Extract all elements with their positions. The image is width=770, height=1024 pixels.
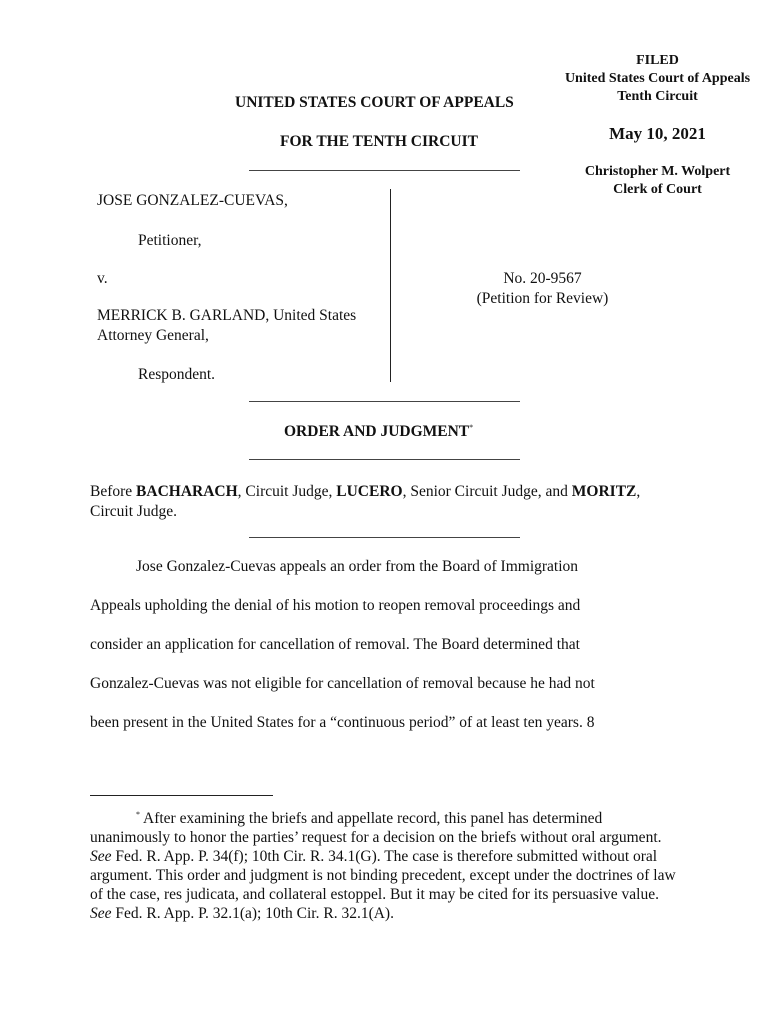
filed-date: May 10, 2021 [609,124,706,143]
respondent-line2: Attorney General, [97,327,209,344]
respondent-role: Respondent. [138,366,216,383]
title-divider [249,459,520,460]
caption-bottom-divider [249,401,520,402]
petitioner-role: Petitioner, [138,232,202,249]
clerk-block [550,163,765,199]
header-divider [249,170,520,171]
judge-1: BACHARACH [136,483,238,500]
order-title [284,423,473,441]
before-text: Before [90,483,137,500]
footnote-see-2: See [90,905,112,923]
footnote-rule [90,795,273,796]
judge-2: LUCERO [336,483,403,500]
judge-3-title: , [636,483,641,500]
judge-1-title: , Circuit Judge, [237,483,337,500]
footnote-text-1: After examining the briefs and appellate record, this panel has determined unanimously to honor the parties’ request for a decision on the briefs without oral argument. [90,810,662,847]
case-number: No. 20-9567 [503,270,582,287]
body-line: been present in the United States for a “continuous period” of at least ten years. 8 [90,714,595,731]
panel-line [90,482,690,522]
court-name: UNITED STATES COURT OF APPEALS [235,94,514,111]
caption-divider [390,189,391,382]
filed-stamp [550,52,765,106]
order-title-text: ORDER AND JUDGMENT [284,423,470,441]
case-type: (Petition for Review) [476,290,609,307]
circuit-name: FOR THE TENTH CIRCUIT [280,133,478,150]
panel-divider [249,537,520,538]
filed-circuit: Tenth Circuit [617,89,698,104]
panel-line-2: Circuit Judge. [90,503,177,520]
filed-court: United States Court of Appeals [564,71,751,86]
clerk-name: Christopher M. Wolpert [584,164,731,179]
body-line: Appeals upholding the denial of his motion to reopen removal proceedings and [90,597,581,614]
case-number-block [470,269,615,309]
clerk-title: Clerk of Court [613,182,702,197]
footnote-see-1: See [90,848,112,866]
judge-2-title: , Senior Circuit Judge, and [402,483,572,500]
footnote-text-3: Fed. R. App. P. 32.1(a); 10th Cir. R. 32.1(A). [111,905,394,923]
judge-3: MORITZ [571,483,637,500]
footnote-text-2: Fed. R. App. P. 34(f); 10th Cir. R. 34.1(G). The case is therefore submitted without oral argument. This order and judgment is not binding precedent, except under the doctrines of law of the case, res judicata, and collateral estoppel. But it may be cited for its persuasive value. [90,848,676,904]
respondent-line1: MERRICK B. GARLAND, United States [97,307,357,324]
filed-label: FILED [636,53,679,68]
body-line: consider an application for cancellation of removal. The Board determined that [90,636,580,653]
respondent-name [97,306,356,346]
versus: v. [97,270,108,287]
petitioner-name: JOSE GONZALEZ-CUEVAS, [97,192,288,209]
body-line: Gonzalez-Cuevas was not eligible for cancellation of removal because he had not [90,675,595,692]
body-line: Jose Gonzalez-Cuevas appeals an order from the Board of Immigration [136,558,579,575]
footnote-marker: * [136,810,140,819]
order-title-marker: * [469,423,474,432]
footnote [90,805,682,923]
